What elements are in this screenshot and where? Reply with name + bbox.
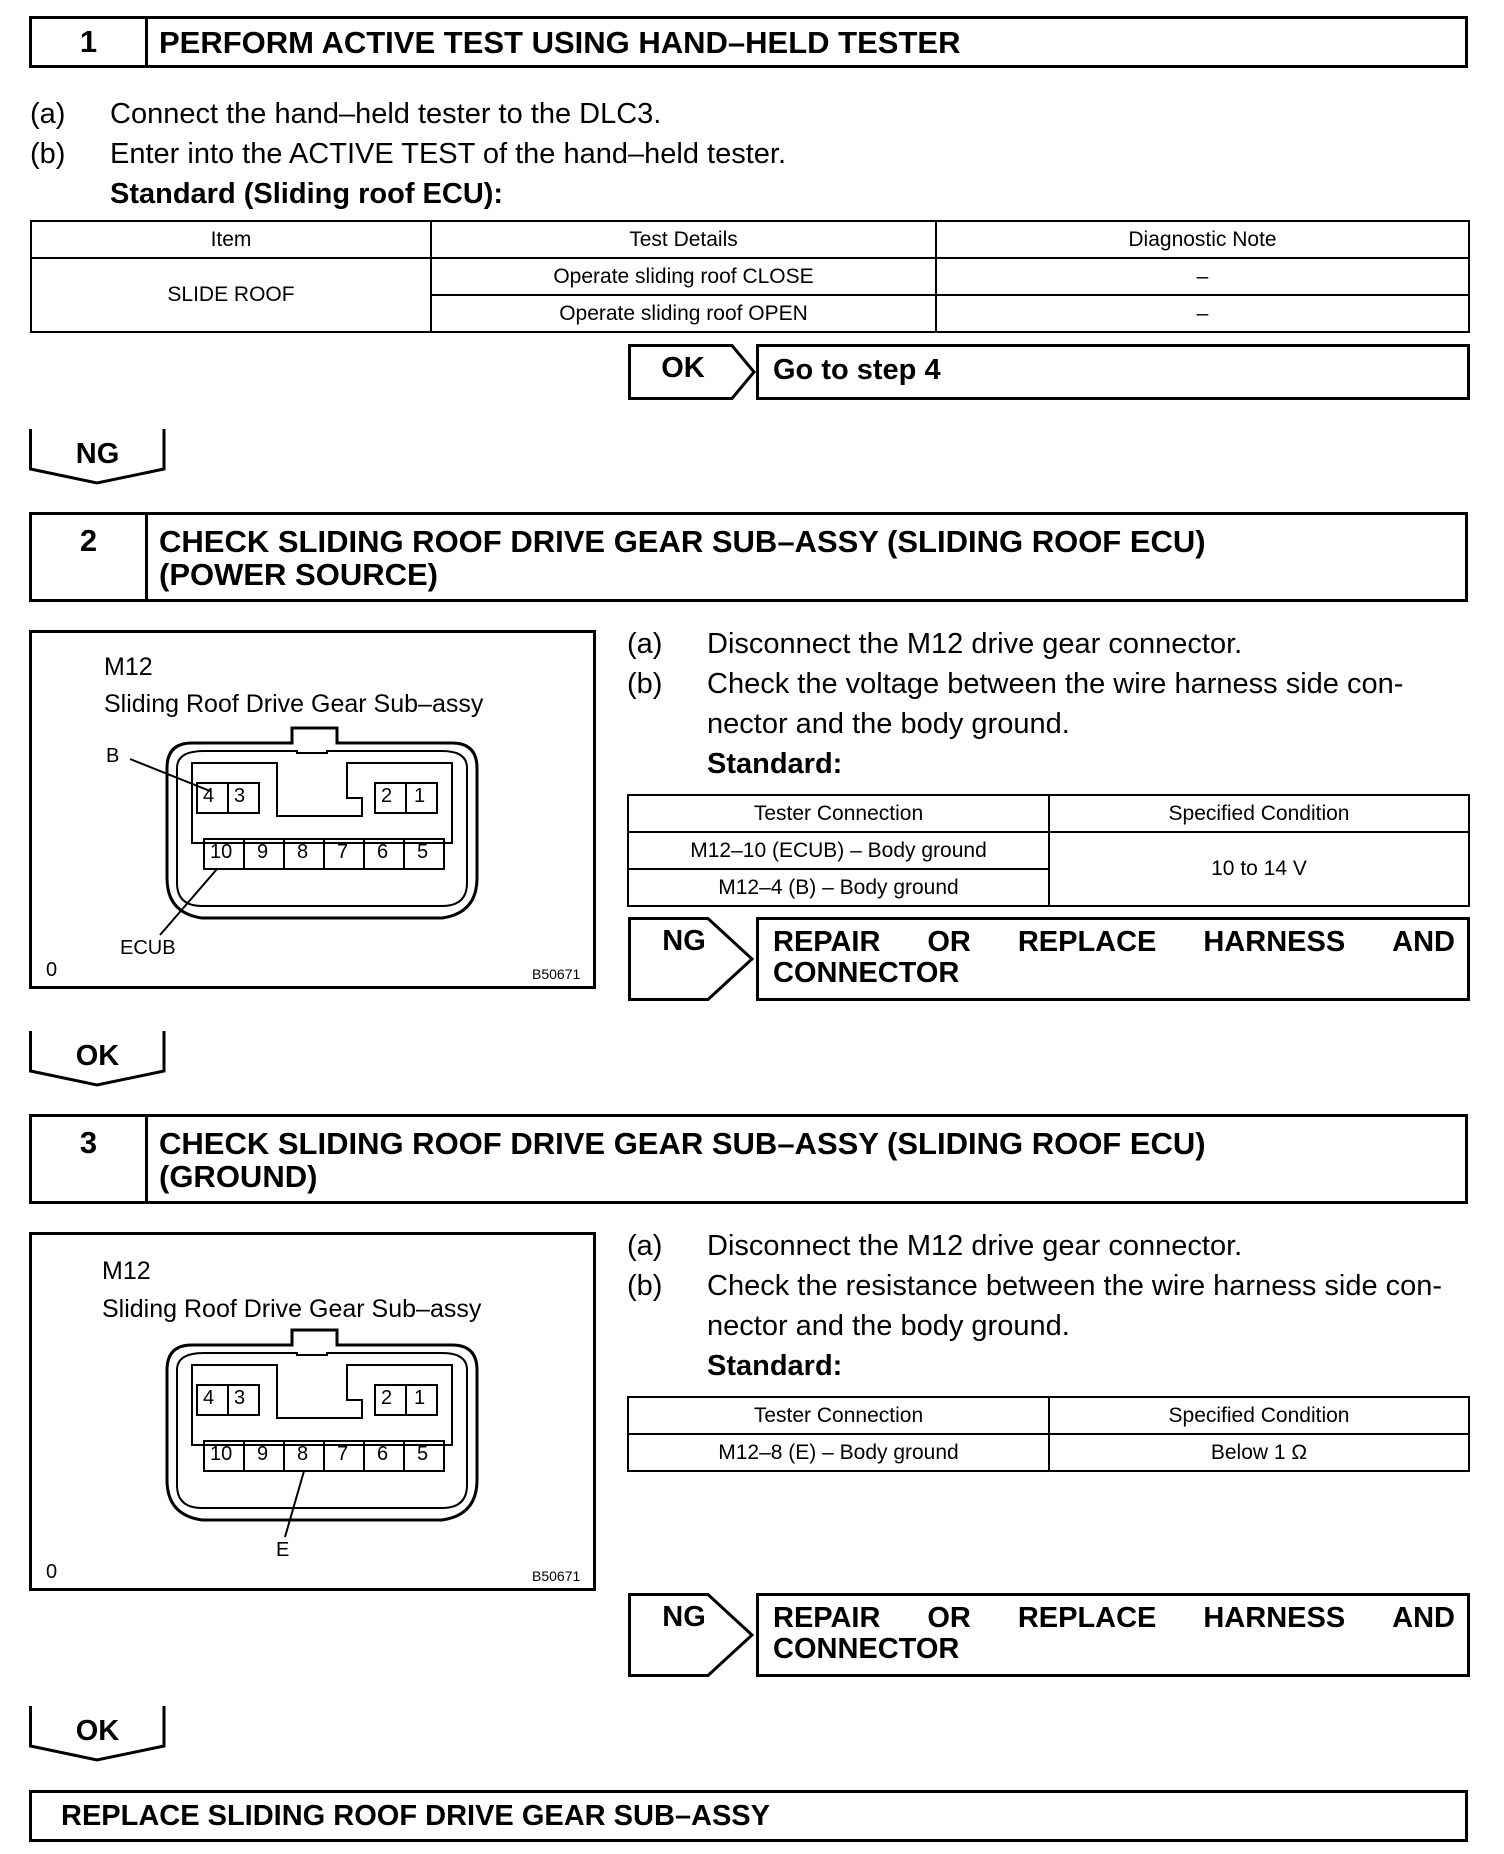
step1-table-note: – xyxy=(936,258,1469,295)
callout-ecub: ECUB xyxy=(120,937,176,959)
connector-part-name: Sliding Roof Drive Gear Sub–assy xyxy=(104,690,484,718)
final-action-box xyxy=(29,1790,1468,1842)
step2-instruction-a-label: (a) xyxy=(627,628,663,660)
result-word: OR xyxy=(927,1602,971,1634)
step3-ng-result-line1 xyxy=(773,1602,1455,1635)
step2-table-connection: M12–10 (ECUB) – Body ground xyxy=(628,832,1049,869)
diagram-corner-mark: 0 xyxy=(46,959,58,981)
step1-table-detail: Operate sliding roof OPEN xyxy=(431,295,936,332)
result-word: REPLACE xyxy=(1017,1602,1157,1634)
step2-table-condition: 10 to 14 V xyxy=(1049,832,1469,906)
step3-ng-label: NG xyxy=(662,1601,706,1633)
step1-instruction-a-text: Connect the hand–held tester to the DLC3. xyxy=(110,98,662,130)
step3-instruction-b-text: Check the resistance between the wire harness side con- xyxy=(707,1270,1443,1302)
step3-title: CHECK SLIDING ROOF DRIVE GEAR SUB–ASSY (SLIDING ROOF ECU) (GROUND) xyxy=(159,1126,1206,1194)
pin-label: 8 xyxy=(297,841,309,863)
callout-b: B xyxy=(106,745,120,767)
pin-label: 3 xyxy=(234,785,246,807)
step1-instruction-b-label: (b) xyxy=(30,138,66,170)
step1-ok-label: OK xyxy=(661,352,705,384)
step3-table-header-connection: Tester Connection xyxy=(628,1397,1049,1434)
step3-instruction-b xyxy=(627,1266,1442,1306)
pin-label: 6 xyxy=(377,1443,389,1465)
pin-label: 7 xyxy=(337,1443,349,1465)
step1-table-header-item: Item xyxy=(31,221,431,258)
diagram-code: B50671 xyxy=(532,1568,581,1584)
connector-id: M12 xyxy=(104,653,153,681)
step3-standard-label: Standard: xyxy=(707,1350,843,1382)
step2-instruction-b-cont: nector and the body ground. xyxy=(707,708,1070,740)
pin-label: 5 xyxy=(417,1443,429,1465)
step1-table-header-details: Test Details xyxy=(431,221,936,258)
step2-instruction-a-text: Disconnect the M12 drive gear connector. xyxy=(707,628,1243,660)
step2-number: 2 xyxy=(32,515,148,599)
pin-label: 9 xyxy=(257,841,269,863)
step3-ng-result-line2: CONNECTOR xyxy=(773,1633,960,1665)
pin-label: 2 xyxy=(381,1387,393,1409)
pin-label: 10 xyxy=(210,1443,233,1465)
final-action-title: REPLACE SLIDING ROOF DRIVE GEAR SUB–ASSY xyxy=(61,1800,770,1832)
step1-instruction-b-text: Enter into the ACTIVE TEST of the hand–held tester. xyxy=(110,138,787,170)
step1-ok-result-box xyxy=(756,344,1470,400)
result-word: REPAIR xyxy=(773,926,881,958)
step3-standard-table xyxy=(627,1396,1470,1472)
step3-header xyxy=(29,1114,1468,1204)
result-word: HARNESS xyxy=(1203,926,1346,958)
step1-standard-label: Standard (Sliding roof ECU): xyxy=(110,178,504,210)
pin-label: 8 xyxy=(297,1443,309,1465)
step3-instruction-b-cont: nector and the body ground. xyxy=(707,1310,1070,1342)
step1-instruction-b xyxy=(30,134,786,174)
callout-e: E xyxy=(276,1539,290,1561)
step1-table-item: SLIDE ROOF xyxy=(31,258,431,332)
result-word: HARNESS xyxy=(1203,1602,1346,1634)
step1-instruction-a xyxy=(30,94,661,134)
result-word: AND xyxy=(1392,1602,1455,1634)
pin-label: 2 xyxy=(381,785,393,807)
result-word: REPLACE xyxy=(1017,926,1157,958)
step3-instruction-b-label: (b) xyxy=(627,1270,663,1302)
step3-connector-diagram xyxy=(29,1232,596,1591)
pin-label: 3 xyxy=(234,1387,246,1409)
step3-ok-label: OK xyxy=(75,1715,120,1747)
step1-table-note: – xyxy=(936,295,1469,332)
connector-part-name: Sliding Roof Drive Gear Sub–assy xyxy=(102,1295,482,1323)
step2-instruction-b xyxy=(627,664,1403,704)
pin-label: 1 xyxy=(414,785,426,807)
step2-table-header-connection: Tester Connection xyxy=(628,795,1049,832)
result-word: AND xyxy=(1392,926,1455,958)
diagram-code: B50671 xyxy=(532,966,581,982)
result-word: REPAIR xyxy=(773,1602,881,1634)
pin-label: 7 xyxy=(337,841,349,863)
pin-label: 4 xyxy=(203,785,215,807)
step3-instruction-a-label: (a) xyxy=(627,1230,663,1262)
step2-instruction-b-text: Check the voltage between the wire harness side con- xyxy=(707,668,1404,700)
step1-title: PERFORM ACTIVE TEST USING HAND–HELD TESTER xyxy=(159,25,961,60)
pin-label: 9 xyxy=(257,1443,269,1465)
step2-title: CHECK SLIDING ROOF DRIVE GEAR SUB–ASSY (SLIDING ROOF ECU) (POWER SOURCE) xyxy=(159,524,1206,592)
step1-ok-result: Go to step 4 xyxy=(773,354,941,386)
step1-table-detail: Operate sliding roof CLOSE xyxy=(431,258,936,295)
step2-instruction-b-label: (b) xyxy=(627,668,663,700)
pin-label: 1 xyxy=(414,1387,426,1409)
step2-ng-result-line1 xyxy=(773,926,1455,959)
connector-id: M12 xyxy=(102,1257,151,1285)
step1-standard-table xyxy=(30,220,1470,333)
step2-standard-table xyxy=(627,794,1470,907)
connector-drawing xyxy=(32,1235,599,1594)
pin-label: 5 xyxy=(417,841,429,863)
step2-header xyxy=(29,512,1468,602)
connector-drawing xyxy=(32,633,599,992)
step2-table-header-condition: Specified Condition xyxy=(1049,795,1469,832)
step1-instruction-a-label: (a) xyxy=(30,98,66,130)
step1-header xyxy=(29,16,1468,68)
step3-table-condition: Below 1 Ω xyxy=(1049,1434,1469,1471)
step3-ng-result-box xyxy=(756,1593,1470,1677)
step3-table-connection: M12–8 (E) – Body ground xyxy=(628,1434,1049,1471)
pin-label: 10 xyxy=(210,841,233,863)
step2-table-connection: M12–4 (B) – Body ground xyxy=(628,869,1049,906)
step2-connector-diagram xyxy=(29,630,596,989)
step2-standard-label: Standard: xyxy=(707,748,843,780)
step3-number: 3 xyxy=(32,1117,148,1201)
step3-instruction-a xyxy=(627,1226,1242,1266)
step1-table-header-note: Diagnostic Note xyxy=(936,221,1469,258)
step2-ok-label: OK xyxy=(75,1040,120,1072)
result-word: OR xyxy=(927,926,971,958)
pin-label: 6 xyxy=(377,841,389,863)
step1-number: 1 xyxy=(32,19,148,65)
diagram-corner-mark: 0 xyxy=(46,1561,58,1583)
pin-label: 4 xyxy=(203,1387,215,1409)
step1-ng-label: NG xyxy=(75,438,120,470)
step3-instruction-a-text: Disconnect the M12 drive gear connector. xyxy=(707,1230,1243,1262)
step3-table-header-condition: Specified Condition xyxy=(1049,1397,1469,1434)
step2-ng-result-box xyxy=(756,917,1470,1001)
step2-ng-result-line2: CONNECTOR xyxy=(773,957,960,989)
step2-ng-label: NG xyxy=(662,925,706,957)
step2-instruction-a xyxy=(627,624,1242,664)
